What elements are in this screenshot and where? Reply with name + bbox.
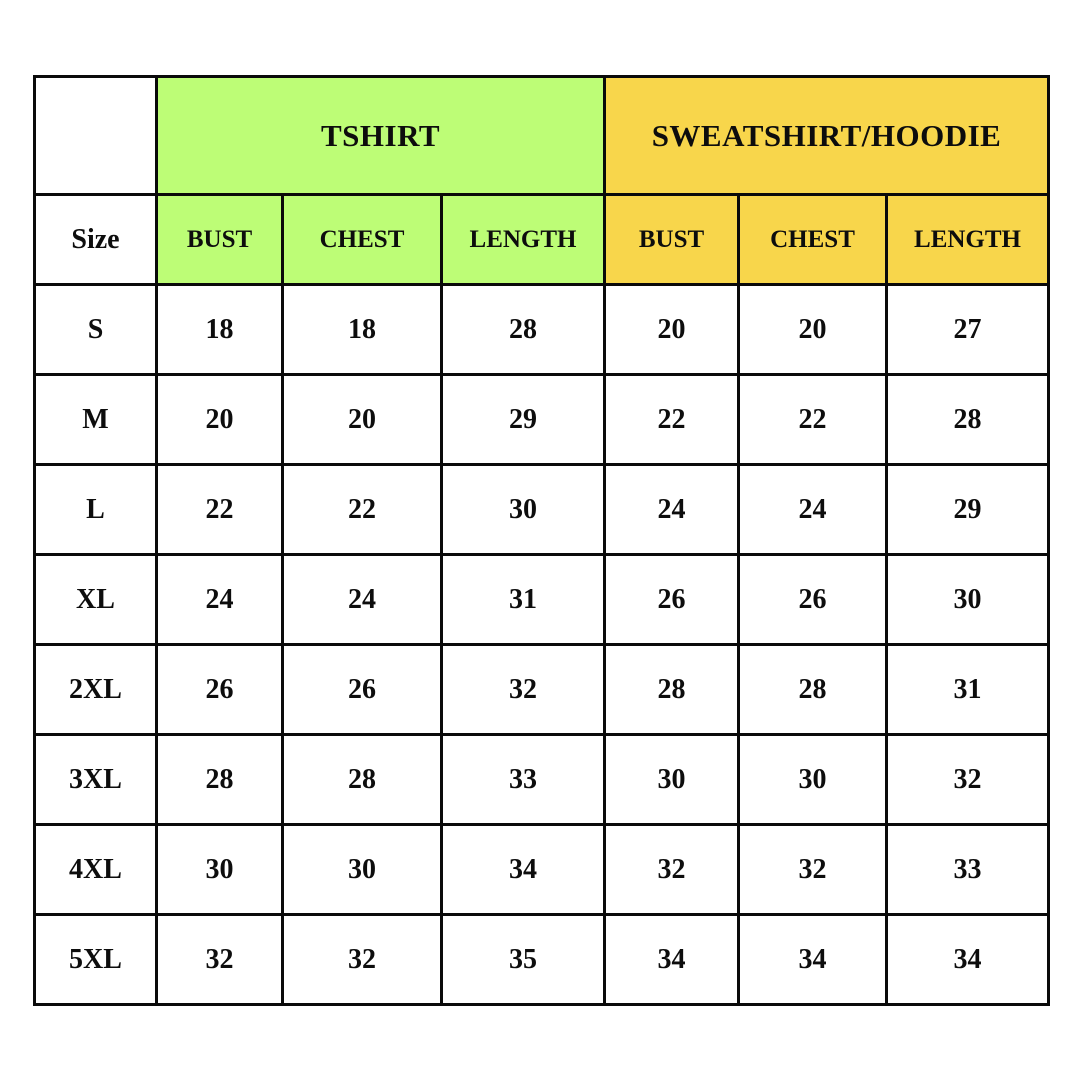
cell-value: 20 <box>605 285 739 375</box>
sweatshirt-group-header: SWEATSHIRT/HOODIE <box>605 77 1049 195</box>
tshirt-chest-header: CHEST <box>283 195 442 285</box>
cell-value: 32 <box>442 645 605 735</box>
corner-cell <box>35 77 157 195</box>
cell-value: 24 <box>157 555 283 645</box>
cell-value: 30 <box>605 735 739 825</box>
table-row-4xl <box>35 825 1049 915</box>
cell-value: 26 <box>605 555 739 645</box>
cell-value: 33 <box>442 735 605 825</box>
cell-value: 24 <box>605 465 739 555</box>
size-label: 5XL <box>35 915 157 1005</box>
sweatshirt-bust-header: BUST <box>605 195 739 285</box>
table-row-m <box>35 375 1049 465</box>
cell-value: 18 <box>157 285 283 375</box>
cell-value: 28 <box>739 645 887 735</box>
column-header-row <box>35 195 1049 285</box>
cell-value: 22 <box>739 375 887 465</box>
cell-value: 24 <box>739 465 887 555</box>
cell-value: 22 <box>283 465 442 555</box>
table-row-3xl <box>35 735 1049 825</box>
cell-value: 28 <box>605 645 739 735</box>
cell-value: 27 <box>887 285 1049 375</box>
cell-value: 18 <box>283 285 442 375</box>
group-header-row <box>35 77 1049 195</box>
cell-value: 22 <box>157 465 283 555</box>
cell-value: 22 <box>605 375 739 465</box>
size-chart-table <box>33 75 1050 1006</box>
size-label: 3XL <box>35 735 157 825</box>
cell-value: 26 <box>283 645 442 735</box>
cell-value: 34 <box>887 915 1049 1005</box>
cell-value: 34 <box>442 825 605 915</box>
cell-value: 30 <box>442 465 605 555</box>
cell-value: 33 <box>887 825 1049 915</box>
cell-value: 31 <box>442 555 605 645</box>
tshirt-length-header: LENGTH <box>442 195 605 285</box>
size-label: L <box>35 465 157 555</box>
cell-value: 26 <box>157 645 283 735</box>
cell-value: 31 <box>887 645 1049 735</box>
size-column-header: Size <box>35 195 157 285</box>
cell-value: 28 <box>283 735 442 825</box>
cell-value: 30 <box>887 555 1049 645</box>
tshirt-group-header: TSHIRT <box>157 77 605 195</box>
cell-value: 30 <box>157 825 283 915</box>
cell-value: 26 <box>739 555 887 645</box>
size-label: 4XL <box>35 825 157 915</box>
cell-value: 32 <box>605 825 739 915</box>
cell-value: 28 <box>157 735 283 825</box>
table-row-xl <box>35 555 1049 645</box>
cell-value: 29 <box>887 465 1049 555</box>
cell-value: 32 <box>283 915 442 1005</box>
tshirt-bust-header: BUST <box>157 195 283 285</box>
cell-value: 20 <box>283 375 442 465</box>
cell-value: 20 <box>739 285 887 375</box>
table-row-l <box>35 465 1049 555</box>
cell-value: 28 <box>887 375 1049 465</box>
sweatshirt-chest-header: CHEST <box>739 195 887 285</box>
cell-value: 35 <box>442 915 605 1005</box>
cell-value: 24 <box>283 555 442 645</box>
cell-value: 34 <box>739 915 887 1005</box>
cell-value: 34 <box>605 915 739 1005</box>
size-label: 2XL <box>35 645 157 735</box>
cell-value: 30 <box>283 825 442 915</box>
cell-value: 30 <box>739 735 887 825</box>
cell-value: 32 <box>887 735 1049 825</box>
cell-value: 32 <box>739 825 887 915</box>
cell-value: 28 <box>442 285 605 375</box>
cell-value: 20 <box>157 375 283 465</box>
cell-value: 29 <box>442 375 605 465</box>
size-label: S <box>35 285 157 375</box>
size-label: M <box>35 375 157 465</box>
table-row-2xl <box>35 645 1049 735</box>
sweatshirt-length-header: LENGTH <box>887 195 1049 285</box>
cell-value: 32 <box>157 915 283 1005</box>
table-row-s <box>35 285 1049 375</box>
size-label: XL <box>35 555 157 645</box>
table-row-5xl <box>35 915 1049 1005</box>
